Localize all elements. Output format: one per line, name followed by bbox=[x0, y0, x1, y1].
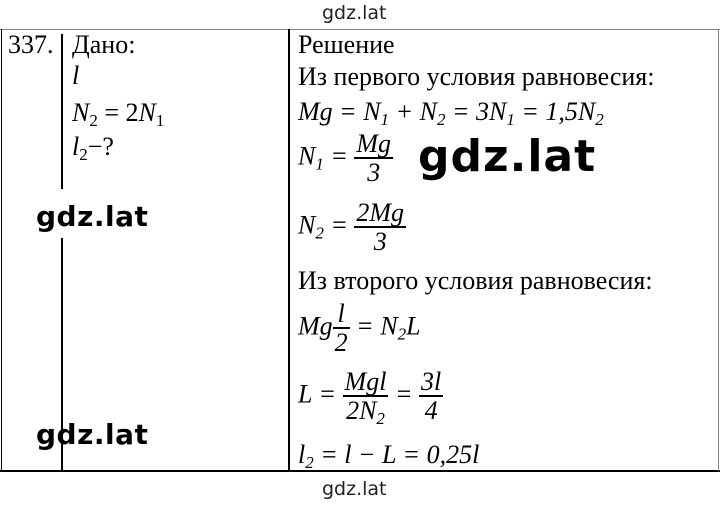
eq5-den1-sub: 2 bbox=[376, 409, 385, 429]
eq1-part-c: + N bbox=[389, 97, 437, 126]
eq3-lhs: N bbox=[298, 210, 316, 240]
watermark-bottom: gdz.lat bbox=[322, 478, 387, 500]
eq4-post: = N bbox=[349, 311, 398, 341]
eq3-equals: = bbox=[323, 210, 355, 240]
eq4-post-sub: 2 bbox=[397, 324, 407, 344]
given-l: l bbox=[72, 61, 80, 90]
given-divider-upper bbox=[61, 34, 63, 189]
given-question: −? bbox=[87, 132, 114, 161]
eq1-sub-2: 2 bbox=[436, 110, 446, 129]
given-l2-sub: 2 bbox=[79, 145, 88, 164]
eq1-sub-3: 1 bbox=[506, 110, 515, 129]
given-n1: N bbox=[138, 98, 156, 127]
eq4-numerator: l bbox=[333, 300, 350, 329]
equation-6 bbox=[298, 440, 479, 470]
given-eq: = 2 bbox=[97, 98, 139, 127]
eq3-fraction bbox=[354, 199, 406, 256]
eq2-fraction bbox=[354, 130, 393, 187]
eq5-lhs: L = bbox=[298, 379, 343, 409]
condition-first: Из первого условия равновесия: bbox=[298, 62, 655, 91]
eq1-sub-1: 1 bbox=[380, 110, 390, 129]
given-n2-equation bbox=[72, 98, 164, 128]
given-title: Дано: bbox=[72, 30, 136, 59]
eq5-fraction-2 bbox=[419, 368, 443, 425]
right-border bbox=[718, 29, 719, 471]
eq6-rest: = l − L = 0,25l bbox=[313, 440, 480, 469]
eq6-l: l bbox=[298, 440, 306, 469]
watermark-left-lower: gdz.lat bbox=[36, 418, 149, 451]
condition-second: Из второго условия равновесия: bbox=[298, 266, 653, 295]
eq2-numerator: Mg bbox=[356, 129, 392, 158]
equation-1 bbox=[298, 97, 604, 127]
eq1-part-g: = 1,5N bbox=[514, 97, 596, 126]
equation-4 bbox=[298, 300, 421, 357]
watermark-top: gdz.lat bbox=[322, 2, 387, 24]
eq2-equals: = bbox=[323, 141, 355, 171]
given-n1-sub: 1 bbox=[155, 111, 165, 130]
eq5-den1-main: 2N bbox=[346, 396, 377, 426]
eq4-tail: L bbox=[406, 311, 421, 341]
eq2-denominator: 3 bbox=[367, 158, 381, 188]
eq1-part-a: Mg = N bbox=[298, 97, 381, 126]
eq6-sub: 2 bbox=[305, 453, 314, 472]
bottom-border bbox=[0, 470, 720, 472]
column-divider bbox=[288, 29, 290, 471]
eq5-numerator-2: 3l bbox=[420, 367, 442, 396]
eq2-lhs: N bbox=[298, 141, 316, 171]
eq5-denominator-1 bbox=[343, 396, 389, 429]
eq3-lhs-sub: 2 bbox=[315, 223, 324, 243]
given-n2: N bbox=[72, 98, 90, 127]
left-border bbox=[1, 29, 2, 471]
eq5-numerator-1: Mgl bbox=[344, 367, 387, 396]
eq4-pre: Mg bbox=[298, 311, 333, 341]
solution-title: Решение bbox=[298, 30, 395, 59]
eq3-numerator: 2Mg bbox=[356, 198, 405, 227]
equation-2 bbox=[298, 130, 393, 187]
watermark-left-upper: gdz.lat bbox=[36, 200, 149, 233]
eq5-fraction-1 bbox=[343, 367, 389, 429]
eq5-denominator-2: 4 bbox=[424, 396, 438, 426]
problem-number: 337. bbox=[8, 30, 54, 59]
eq3-denominator: 3 bbox=[373, 227, 387, 257]
eq1-part-e: = 3N bbox=[445, 97, 507, 126]
eq4-denominator: 2 bbox=[334, 328, 348, 358]
equation-3 bbox=[298, 199, 406, 256]
given-n2-sub: 2 bbox=[89, 111, 98, 130]
eq2-lhs-sub: 1 bbox=[315, 154, 324, 174]
eq1-sub-4: 2 bbox=[595, 110, 604, 129]
given-l2-question bbox=[72, 132, 114, 162]
given-l2: l bbox=[72, 132, 80, 161]
eq4-fraction bbox=[333, 300, 350, 357]
eq5-equals: = bbox=[388, 379, 419, 409]
equation-5 bbox=[298, 367, 443, 429]
watermark-center: gdz.lat bbox=[418, 131, 597, 182]
